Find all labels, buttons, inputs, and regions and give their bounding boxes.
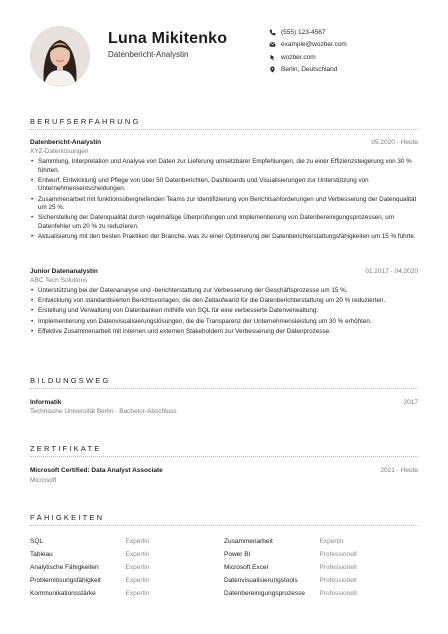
skill-name: SQL xyxy=(30,538,44,545)
list-item: • Effektive Zusammenarbeit mit internen und externen Stakeholdern zur Verbesserung der Datenprozesse. xyxy=(30,328,418,337)
table-row xyxy=(30,548,418,561)
list-item: • Erstellung und Verwaltung von Datenbanken mithilfe von SQL für eine verbesserte Datenverwaltung. xyxy=(30,307,418,316)
experience-divider xyxy=(30,129,418,130)
education-year: 2017 xyxy=(403,399,418,406)
list-item: • Sammlung, Interpretation und Analyse von Daten zur Lieferung umsetzbarer Empfehlungen, die zu einer Effizienzsteigerung von 30 % führten. xyxy=(30,158,418,175)
skills-divider xyxy=(30,525,418,526)
certificate-dates: 2021 - Heute xyxy=(380,467,418,474)
resume-header xyxy=(30,26,420,90)
contact-email xyxy=(268,39,428,51)
list-item: • Entwurf, Entwicklung und Pflege von über 50 Datenberichten, Dashboards und Visualisierungen zur Unterstützung von Unternehmensentscheidungen. xyxy=(30,177,418,194)
contact-phone-text: (555) 123-4567 xyxy=(281,28,326,36)
skill-level: Professionell xyxy=(319,564,357,571)
job-1-dates: 05.2020 - Heute xyxy=(371,139,418,146)
skill-name: Microsoft Excel xyxy=(224,564,269,571)
table-row xyxy=(30,574,418,587)
skill-name: Power BI xyxy=(224,551,251,558)
education-school: Technische Universität Berlin - Bachelor-Abschluss xyxy=(30,408,177,415)
certificates-heading: ZERTIFIKATE xyxy=(30,444,102,453)
list-item: • Implementierung von Datenvisualisierungslösungen, die die Transparenz der Unternehmensleistung um 30 % erhöhten. xyxy=(30,318,418,327)
contact-website-text[interactable]: wozber.com xyxy=(281,53,316,61)
skill-level: Expertin xyxy=(125,551,150,558)
job-1-bullets xyxy=(30,158,418,243)
education-heading: BILDUNGSWEG xyxy=(30,376,111,385)
certificate-issuer: Microsoft xyxy=(30,477,57,484)
location-icon xyxy=(268,66,276,74)
list-item: • Zusammenarbeit mit funktionsübergreifenden Teams zur Identifizierung von Berichtsanforderungen und Verbesserung der Datenqualität um 25 %. xyxy=(30,196,418,213)
job-1-header xyxy=(30,139,418,146)
list-item: • Sicherstellung der Datenqualität durch regelmäßige Überprüfungen und Implementierung von Datenbereinigungsprozessen, um Datenfehler um 20 % zu reduzieren. xyxy=(30,214,418,231)
skill-level: Expertin xyxy=(319,538,344,545)
avatar xyxy=(30,26,90,86)
job-1-role: Datenbericht-Analystin xyxy=(30,139,102,146)
skills-table xyxy=(30,535,418,600)
link-icon xyxy=(268,53,276,61)
skill-name: Tableau xyxy=(30,551,53,558)
contact-list xyxy=(268,26,428,76)
table-row xyxy=(30,535,418,548)
job-2-bullets xyxy=(30,287,418,338)
table-row xyxy=(30,561,418,574)
skill-level: Expertin xyxy=(125,564,150,571)
skill-level: Professionell xyxy=(319,590,357,597)
contact-website xyxy=(268,51,428,63)
skill-name: Kommunikationsstärke xyxy=(30,590,96,597)
skill-level: Professionell xyxy=(319,551,357,558)
list-item: • Entwicklung von standardisierten Berichtsvorlagen, die den Zeitaufwand für die Datenberichterstattung um 20 % reduzierten. xyxy=(30,297,418,306)
skill-level: Professionell xyxy=(319,577,357,584)
job-2-dates: 01.2017 - 04.2020 xyxy=(365,268,418,275)
certificates-divider xyxy=(30,456,418,457)
job-1-company: XYZ-Datenlösungen xyxy=(30,148,89,155)
table-row xyxy=(30,587,418,600)
skill-level: Expertin xyxy=(125,590,150,597)
job-2-company: ABC Tech Solutions xyxy=(30,277,88,284)
job-2-role: Junior Datenanalystin xyxy=(30,268,98,275)
skill-name: Datenbereinigungsprozesse xyxy=(224,590,305,597)
experience-heading: BERUFSERFAHRUNG xyxy=(30,117,141,126)
contact-phone xyxy=(268,26,428,38)
list-item: • Aktualisierung mit den besten Praktiken der Branche, was zu einer Optimierung der Datenberichterstattungsfähigkeiten um 15 % führte. xyxy=(30,233,418,242)
education-header xyxy=(30,399,418,406)
contact-location-text: Berlin, Deutschland xyxy=(281,66,338,73)
skill-name: Datenvisualisierungstools xyxy=(224,577,298,584)
job-2-header xyxy=(30,268,418,275)
skill-name: Zusammenarbeit xyxy=(224,538,273,545)
certificate-header xyxy=(30,467,418,474)
phone-icon xyxy=(268,28,276,36)
skill-level: Expertin xyxy=(125,577,150,584)
education-divider xyxy=(30,388,418,389)
skill-name: Analytische Fähigkeiten xyxy=(30,564,99,571)
skill-level: Expertin xyxy=(125,538,150,545)
candidate-name: Luna Mikitenko xyxy=(108,30,228,47)
skills-heading: FÄHIGKEITEN xyxy=(30,513,105,522)
candidate-title: Datenbericht-Analystin xyxy=(108,50,189,59)
contact-location xyxy=(268,64,428,76)
mail-icon xyxy=(268,41,276,49)
contact-email-text[interactable]: example@wozber.com xyxy=(281,41,347,48)
education-degree: Informatik xyxy=(30,399,62,406)
skill-name: Problemlösungsfähigkeit xyxy=(30,577,101,584)
certificate-name: Microsoft Certified: Data Analyst Associate xyxy=(30,467,163,474)
list-item: • Unterstützung bei der Datenanalyse und -berichterstattung zur Verbesserung der Geschäftsprozesse um 15 %. xyxy=(30,287,418,296)
